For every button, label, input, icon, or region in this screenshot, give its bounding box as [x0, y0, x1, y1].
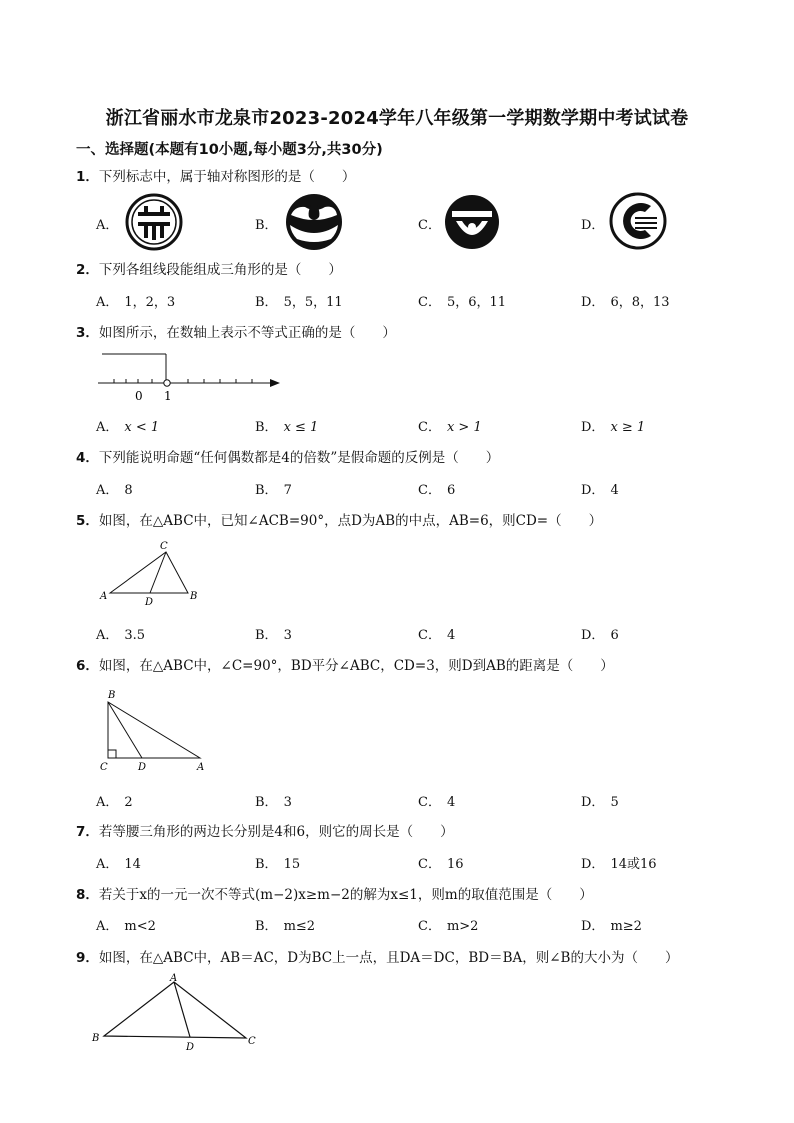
- vertex-label-d: D: [186, 1042, 195, 1053]
- question-8: [76, 883, 593, 903]
- option-d: D． 6，8，13: [581, 295, 670, 310]
- question-number: 6．: [76, 658, 99, 674]
- vertex-label-a: A: [197, 762, 205, 773]
- question-text: 若关于x的一元一次不等式(m−2)x≥m−2的解为x≤1，则m的取值范围是（ ）: [98, 887, 593, 903]
- question-text: 如图，在△ABC中，已知∠ACB=90°，点D为AB的中点，AB=6，则CD=（ ）: [98, 513, 603, 529]
- option-b: B． 15: [255, 857, 301, 872]
- question-5: [76, 509, 602, 529]
- option-a: A． 14: [96, 857, 141, 872]
- question-1: [76, 165, 355, 185]
- number-line-figure: [94, 350, 284, 402]
- question-text: 如图所示，在数轴上表示不等式正确的是（ ）: [98, 325, 396, 341]
- option-c: C． 4: [418, 795, 456, 810]
- option-d: D． 5: [581, 795, 619, 810]
- option-b: B． 3: [255, 795, 292, 810]
- option-d: D． 6: [581, 628, 619, 643]
- vertex-label-a: A: [170, 973, 178, 984]
- question-text: 下列标志中，属于轴对称图形的是（ ）: [98, 169, 356, 185]
- option-c: C． 16: [418, 857, 464, 872]
- option-c: C． 5，6，11: [418, 295, 507, 310]
- question-4: [76, 446, 499, 466]
- question-text: 如图，在△ABC中，∠C=90°，BD平分∠ABC，CD=3，则D到AB的距离是（ ）: [98, 658, 614, 674]
- option-d: D． 4: [581, 483, 619, 498]
- question-text: 若等腰三角形的两边长分别是4和6，则它的周长是（ ）: [98, 824, 454, 840]
- question-3: [76, 321, 396, 341]
- question-number: 3．: [76, 325, 99, 341]
- vertex-label-d: D: [145, 597, 154, 608]
- triangle-figure-q6: [96, 686, 216, 776]
- option-b: B． 7: [255, 483, 292, 498]
- option-b: B． 3: [255, 628, 292, 643]
- option-a: A． 3.5: [96, 628, 146, 643]
- question-number: 4．: [76, 450, 99, 466]
- question-2: [76, 258, 342, 278]
- logo-a-icon: [124, 192, 184, 252]
- option-c: C． 6: [418, 483, 456, 498]
- page-title: 浙江省丽水市龙泉市2023-2024学年八年级第一学期数学期中考试试卷: [105, 108, 689, 129]
- vertex-label-c: C: [160, 541, 168, 552]
- question-9: [76, 946, 678, 966]
- option-b: B． x ≤ 1: [255, 420, 319, 435]
- option-c: C．: [418, 218, 441, 233]
- question-number: 1．: [76, 169, 99, 185]
- option-b: B．: [255, 218, 278, 233]
- option-a: A． 1，2，3: [96, 295, 176, 310]
- option-a: A． 8: [96, 483, 133, 498]
- vertex-label-c: C: [248, 1036, 256, 1047]
- question-text: 下列能说明命题“任何偶数都是4的倍数”是假命题的反例是（ ）: [98, 450, 500, 466]
- option-d: D． 14或16: [581, 857, 657, 872]
- tick-label-1: 1: [164, 389, 172, 402]
- triangle-figure-q9: [90, 970, 270, 1054]
- option-d: D． m≥2: [581, 919, 642, 934]
- option-a: A． m<2: [96, 919, 156, 934]
- question-number: 2．: [76, 262, 99, 278]
- option-b: B． 5，5，11: [255, 295, 343, 310]
- option-a: A．: [96, 218, 119, 233]
- question-number: 9．: [76, 950, 99, 966]
- question-number: 7．: [76, 824, 99, 840]
- triangle-figure-q5: [96, 538, 206, 610]
- question-7: [76, 820, 454, 840]
- logo-d-icon: [609, 192, 667, 250]
- option-a: A． 2: [96, 795, 133, 810]
- option-c: C． 4: [418, 628, 456, 643]
- question-number: 8．: [76, 887, 99, 903]
- option-d: D． x ≥ 1: [581, 420, 646, 435]
- option-c: C． m>2: [418, 919, 479, 934]
- option-d: D．: [581, 218, 605, 233]
- option-a: A． x < 1: [96, 420, 160, 435]
- vertex-label-b: B: [108, 690, 116, 701]
- option-b: B． m≤2: [255, 919, 316, 934]
- section-heading: 一、选择题(本题有10小题,每小题3分,共30分): [76, 142, 383, 158]
- vertex-label-d: D: [138, 762, 147, 773]
- option-c: C． x > 1: [418, 420, 482, 435]
- logo-b-icon: [285, 193, 343, 251]
- question-text: 如图，在△ABC中，AB＝AC，D为BC上一点，且DA＝DC，BD＝BA，则∠B的大小为（ ）: [98, 950, 679, 966]
- logo-c-icon: [444, 193, 500, 251]
- vertex-label-a: A: [100, 591, 108, 602]
- question-number: 5．: [76, 513, 99, 529]
- vertex-label-b: B: [190, 591, 198, 602]
- vertex-label-c: C: [100, 762, 108, 773]
- tick-label-0: 0: [135, 389, 143, 402]
- question-6: [76, 654, 614, 674]
- vertex-label-b: B: [92, 1033, 100, 1044]
- question-text: 下列各组线段能组成三角形的是（ ）: [98, 262, 342, 278]
